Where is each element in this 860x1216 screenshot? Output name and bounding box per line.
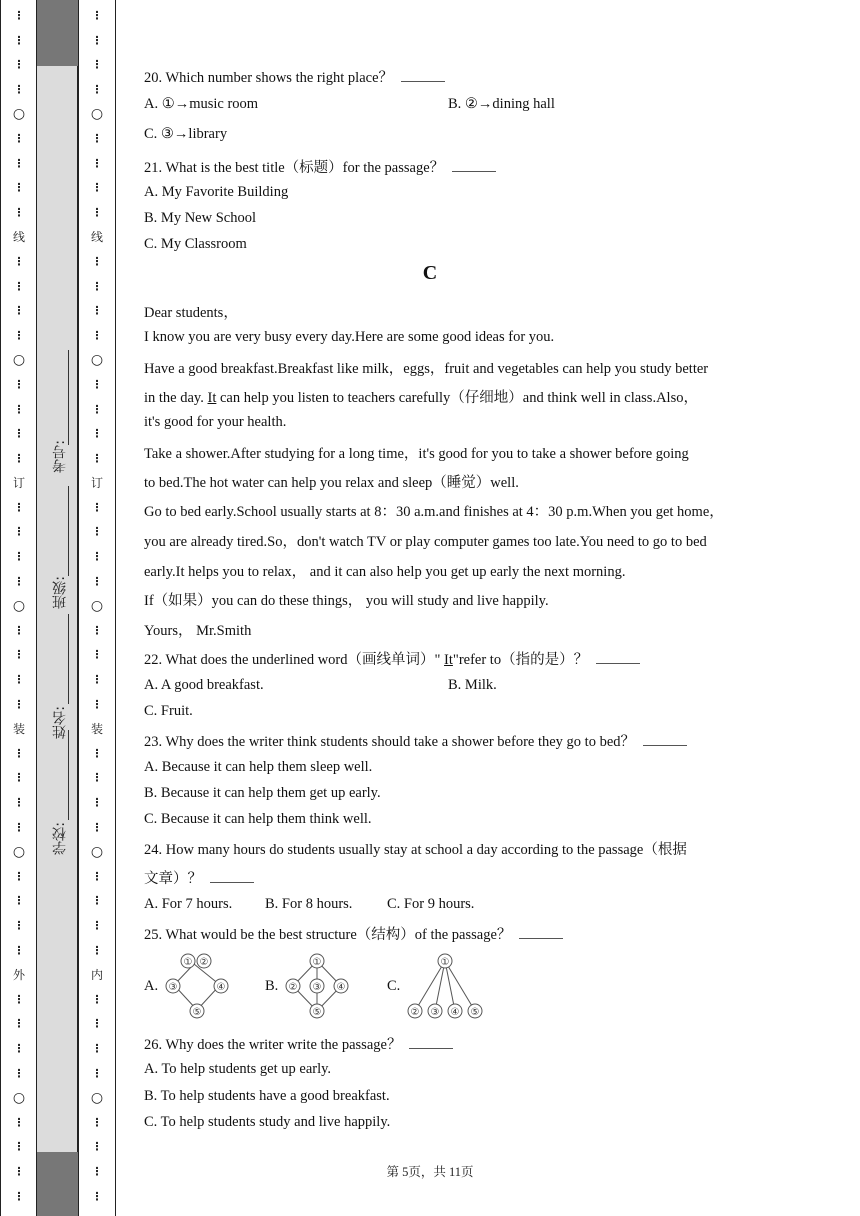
binding-dots: ⋮ [13,254,25,268]
binding-dots: ⋮ [13,746,25,760]
binding-dots: ⋮ [91,820,103,834]
binding-dots: ⋮ [91,894,103,908]
binding-block-top [37,0,78,66]
binding-dots: ⋮ [13,574,25,588]
binding-dots: ⋮ [13,1066,25,1080]
diagram-b-node: ③ [312,982,322,993]
passage-line: early.It helps you to relax， and it can also help you get up early the next morning. [144,564,626,580]
binding-dots: ⋮ [13,796,25,809]
name-label: 姓名: [52,706,68,739]
q24-option-b[interactable]: B. For 8 hours. [265,896,353,912]
binding-dots: ⋮ [13,943,25,957]
diagram-b-node: ① [312,957,322,968]
binding-dots: ⋮ [91,328,103,342]
diagram-a-node: ① [183,957,193,968]
binding-dots: ⋮ [91,918,103,932]
passage-greeting: Dear students， [144,305,238,321]
binding-circle-mark: ○ [12,1090,26,1107]
q21-option-c[interactable]: C. My Classroom [144,236,247,252]
binding-dots: ⋮ [13,697,25,711]
binding-dots: ⋮ [91,771,103,785]
school-line [68,730,69,820]
q24-stem: 24. How many hours do students usually stay at school a day according to the passage（根据 [144,842,687,858]
binding-circle-mark: ○ [90,844,104,861]
exam-no-line [68,350,69,445]
diagram-c-node: ④ [450,1007,460,1018]
binding-dots: ⋮ [13,894,25,908]
q24-stem-cont: 文章）？ [144,867,254,888]
passage-line: it's good for your health. [144,414,287,430]
binding-dots: ⋮ [13,82,25,96]
binding-label: 订 [12,476,25,491]
passage-line: Have a good breakfast.Breakfast like milk，eggs，fruit and vegetables can help you study better [144,361,709,377]
binding-dots: ⋮ [13,33,25,47]
binding-dots: ⋮ [13,131,25,145]
binding-dots: ⋮ [91,377,103,391]
binding-dots: ⋮ [91,1189,103,1203]
underlined-word: It [207,390,217,406]
binding-circle-mark: ○ [90,352,104,369]
binding-circle-mark: ○ [12,844,26,861]
q25-option-c[interactable]: C. [387,978,401,994]
inner-binding-column [78,0,116,1216]
binding-label: 线 [12,230,25,245]
binding-dots: ⋮ [91,1017,103,1031]
binding-dots: ⋮ [91,992,103,1006]
binding-dots: ⋮ [13,500,25,514]
q26-option-b[interactable]: B. To help students have a good breakfast. [144,1088,390,1104]
q24-answer-blank[interactable] [210,870,254,883]
binding-dots: ⋮ [13,550,25,564]
binding-dots: ⋮ [91,82,103,96]
student-info-fields [40,340,76,880]
q23-option-c[interactable]: C. Because it can help them think well. [144,811,372,827]
q22-answer-blank[interactable] [596,651,640,664]
binding-dots: ⋮ [13,623,25,637]
diagram-a-node: ② [199,957,209,968]
binding-dots: ⋮ [13,377,25,391]
binding-dots: ⋮ [91,673,103,687]
class-label: 班级: [52,576,68,609]
outer-binding-column [0,0,37,1216]
diagram-c-node: ③ [430,1007,440,1018]
q20-answer-blank[interactable] [401,69,445,82]
binding-dots: ⋮ [13,820,25,834]
binding-dots: ⋮ [13,771,25,785]
binding-dots: ⋮ [91,427,103,441]
binding-dots: ⋮ [91,181,103,195]
binding-dots: ⋮ [91,1041,103,1055]
q21-option-a[interactable]: A. My Favorite Building [144,184,289,200]
binding-dots: ⋮ [91,500,103,514]
binding-dots: ⋮ [91,796,103,809]
binding-label: 外 [12,968,25,983]
binding-dots: ⋮ [91,697,103,711]
q20-option-c[interactable]: C. ③→library [144,126,228,142]
passage-line: to bed.The hot water can help you relax and sleep（睡觉）well. [144,475,519,491]
binding-dots: ⋮ [91,279,103,293]
q23-stem: 23. Why does the writer think students should take a shower before they go to bed？ [144,730,687,751]
binding-dots: ⋮ [91,550,103,564]
q25-option-b[interactable]: B. [265,978,279,994]
binding-dots: ⋮ [91,525,103,539]
binding-dots: ⋮ [91,33,103,47]
binding-dots: ⋮ [91,1115,103,1129]
q26-option-c[interactable]: C. To help students study and live happily. [144,1114,391,1130]
binding-label: 订 [90,476,103,491]
binding-dots: ⋮ [13,181,25,195]
binding-dots: ⋮ [91,574,103,588]
diagram-c-node: ② [410,1007,420,1018]
passage-signature: Yours， Mr.Smith [144,623,252,639]
binding-circle-mark: ○ [12,106,26,123]
passage-line: If（如果）you can do these things， you will study and live happily. [144,593,549,609]
name-line [68,614,69,704]
binding-dots: ⋮ [91,451,103,465]
binding-label: 装 [12,722,25,737]
structure-diagram-b [284,950,356,1025]
page-number-footer: 第 5页，共 11页 [386,1165,474,1179]
binding-dots: ⋮ [13,402,25,416]
binding-dots: ⋮ [13,451,25,465]
binding-circle-mark: ○ [90,106,104,123]
binding-dots: ⋮ [91,1066,103,1080]
binding-dots: ⋮ [13,673,25,687]
binding-dots: ⋮ [13,648,25,662]
binding-dots: ⋮ [13,992,25,1006]
binding-dots: ⋮ [91,1164,103,1178]
binding-dots: ⋮ [91,943,103,957]
binding-dots: ⋮ [91,623,103,637]
binding-dots: ⋮ [13,427,25,441]
binding-dots: ⋮ [13,1140,25,1154]
binding-dots: ⋮ [91,402,103,416]
binding-dots: ⋮ [91,9,103,22]
binding-dots: ⋮ [91,205,103,219]
q24-option-c[interactable]: C. For 9 hours. [387,896,475,912]
binding-dots: ⋮ [91,1140,103,1154]
q20-option-a[interactable]: A. ①→music room [144,96,259,112]
binding-dots: ⋮ [13,1041,25,1055]
binding-dots: ⋮ [91,58,103,72]
diagram-a-node: ③ [168,982,178,993]
passage-intro: I know you are very busy every day.Here are some good ideas for you. [144,329,555,345]
passage-line: you are already tired.So，don't watch TV or play computer games too late.You need to go to bed [144,534,707,550]
binding-dots: ⋮ [13,1017,25,1031]
outer-binding-marks [11,4,27,1209]
q24-option-a[interactable]: A. For 7 hours. [144,896,233,912]
school-label: 学校: [52,822,68,855]
q25-stem: 25. What would be the best structure（结构）of the passage？ [144,923,563,944]
binding-dots: ⋮ [13,918,25,932]
q26-stem: 26. Why does the writer write the passage？ [144,1033,453,1054]
diagram-c-node: ① [440,957,450,968]
diagram-b-node: ② [288,982,298,993]
q25-option-a[interactable]: A. [144,978,159,994]
school-field[interactable] [40,822,76,962]
binding-dots: ⋮ [91,869,103,883]
diagram-b-node: ⑤ [312,1007,322,1018]
binding-dots: ⋮ [13,156,25,170]
binding-dots: ⋮ [91,648,103,662]
exam-no-label: 考号: [52,440,68,473]
binding-label: 线 [90,230,103,245]
q20-stem: 20. Which number shows the right place？ [144,66,445,87]
class-line [68,486,69,576]
binding-dots: ⋮ [91,156,103,170]
q21-stem: 21. What is the best title（标题）for the passage？ [144,156,496,177]
passage-line: Take a shower.After studying for a long time，it's good for you to take a shower before going [144,446,689,462]
binding-dots: ⋮ [13,1164,25,1178]
q20-option-b[interactable]: B. ②→dining hall [448,96,555,112]
inner-binding-marks [89,4,105,1209]
q26-option-a[interactable]: A. To help students get up early. [144,1061,332,1077]
q22-option-c[interactable]: C. Fruit. [144,703,193,719]
binding-circle-mark: ○ [12,352,26,369]
passage-line: in the day. It can help you listen to teachers carefully（仔细地）and think well in class.Also， [144,390,698,406]
diagram-b-node: ④ [336,982,346,993]
q22-stem: 22. What does the underlined word（画线单词）" It"refer to（指的是）？ [144,648,640,669]
passage-line: Go to bed early.School usually starts at 8：30 a.m.and finishes at 4：30 p.m.When you get home， [144,504,724,520]
q23-answer-blank[interactable] [643,733,687,746]
structure-diagram-a [164,950,236,1025]
structure-diagram-c [404,950,488,1025]
binding-dots: ⋮ [13,328,25,342]
binding-dots: ⋮ [13,525,25,539]
binding-dots: ⋮ [91,746,103,760]
section-heading: C [422,262,438,284]
binding-dots: ⋮ [13,869,25,883]
binding-dots: ⋮ [91,304,103,318]
binding-dots: ⋮ [91,131,103,145]
q23-option-a[interactable]: A. Because it can help them sleep well. [144,759,373,775]
q22-option-a[interactable]: A. A good breakfast. [144,677,264,693]
binding-dots: ⋮ [13,58,25,72]
exam-no-field[interactable] [40,440,76,580]
binding-dots: ⋮ [13,279,25,293]
binding-dots: ⋮ [91,254,103,268]
q25-answer-blank[interactable] [519,926,563,939]
q26-answer-blank[interactable] [409,1036,453,1049]
binding-label: 内 [90,968,103,983]
class-field[interactable] [40,576,76,716]
binding-label: 装 [90,722,103,737]
diagram-c-node: ⑤ [470,1007,480,1018]
q23-option-b[interactable]: B. Because it can help them get up early. [144,785,381,801]
diagram-a-node: ⑤ [192,1007,202,1018]
binding-dots: ⋮ [13,205,25,219]
q21-answer-blank[interactable] [452,159,496,172]
q21-option-b[interactable]: B. My New School [144,210,256,226]
binding-circle-mark: ○ [90,598,104,615]
binding-dots: ⋮ [13,9,25,22]
binding-circle-mark: ○ [90,1090,104,1107]
binding-dots: ⋮ [13,1189,25,1203]
diagram-a-node: ④ [216,982,226,993]
q22-option-b[interactable]: B. Milk. [448,677,497,693]
binding-dots: ⋮ [13,1115,25,1129]
binding-circle-mark: ○ [12,598,26,615]
binding-dots: ⋮ [13,304,25,318]
